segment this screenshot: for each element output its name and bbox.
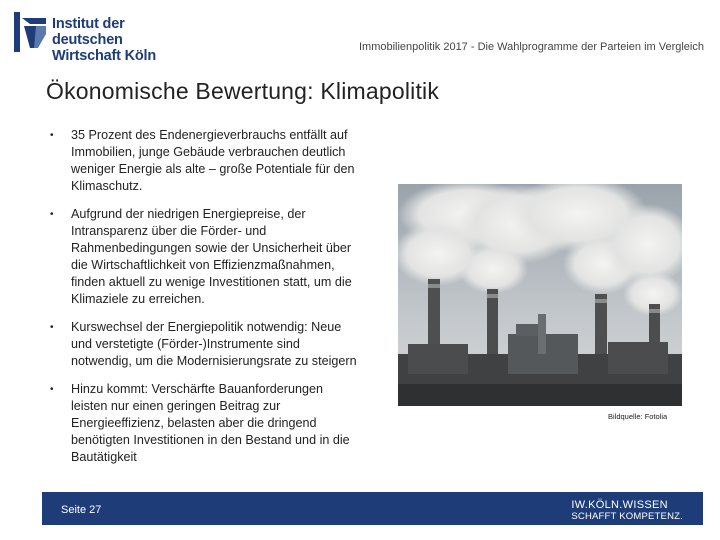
bullet-item bbox=[50, 206, 362, 308]
bullet-text: 35 Prozent des Endenergieverbrauchs entfällt auf Immobilien, junge Gebäude verbrauchen deutlich weniger Energie als alte – große Potentiale für den Klimaschutz. bbox=[71, 128, 355, 193]
power-plant-photo bbox=[398, 184, 682, 406]
iw-logo bbox=[14, 10, 184, 64]
image-caption: Bildquelle: Fotolia bbox=[608, 412, 668, 421]
bullet-item bbox=[50, 127, 362, 195]
logo-wordmark bbox=[52, 16, 184, 64]
footer-brand bbox=[571, 500, 683, 522]
logo-line-1: Institut der deutschen bbox=[52, 16, 125, 48]
bullet-text: Hinzu kommt: Verschärfte Bauanforderungen leisten nur einen geringen Beitrag zur Energieeffizienz, belasten aber die dringend benötigten Investitionen in den Bestand und in die Bautätigkeit bbox=[71, 382, 350, 464]
logo-line-2: Wirtschaft Köln bbox=[52, 48, 157, 64]
page-number: Seite 27 bbox=[61, 504, 102, 516]
bullet-marker: • bbox=[50, 322, 54, 333]
bullet-item bbox=[50, 319, 362, 370]
slide-title: Ökonomische Bewertung: Klimapolitik bbox=[46, 78, 440, 104]
brand-line-1: IW.KÖLN.WISSEN bbox=[571, 499, 668, 511]
bullet-marker: • bbox=[50, 384, 54, 395]
iw-logo-icon bbox=[14, 10, 48, 54]
bullet-list bbox=[50, 127, 362, 477]
bullet-text: Kurswechsel der Energiepolitik notwendig: Neue und verstetigte (Förder-)Instrumente sind notwendig, um die Modernisierungsrate zu steigern bbox=[71, 320, 357, 368]
brand-line-2: SCHAFFT KOMPETENZ. bbox=[571, 511, 683, 522]
bullet-marker: • bbox=[50, 209, 54, 220]
bullet-text: Aufgrund der niedrigen Energiepreise, der Intransparenz über die Förder- und Rahmenbedingungen sowie der Unsicherheit über die Wirtschaftlichkeit von Effizienzmaßnahmen, finden aktuell zu wenige Investitionen statt, um die Klimaziele zu erreichen. bbox=[71, 207, 352, 306]
bullet-item bbox=[50, 381, 362, 466]
presentation-subtitle: Immobilienpolitik 2017 - Die Wahlprogramme der Parteien im Vergleich bbox=[358, 41, 704, 53]
bullet-marker: • bbox=[50, 130, 54, 141]
footer-bar bbox=[42, 492, 703, 525]
